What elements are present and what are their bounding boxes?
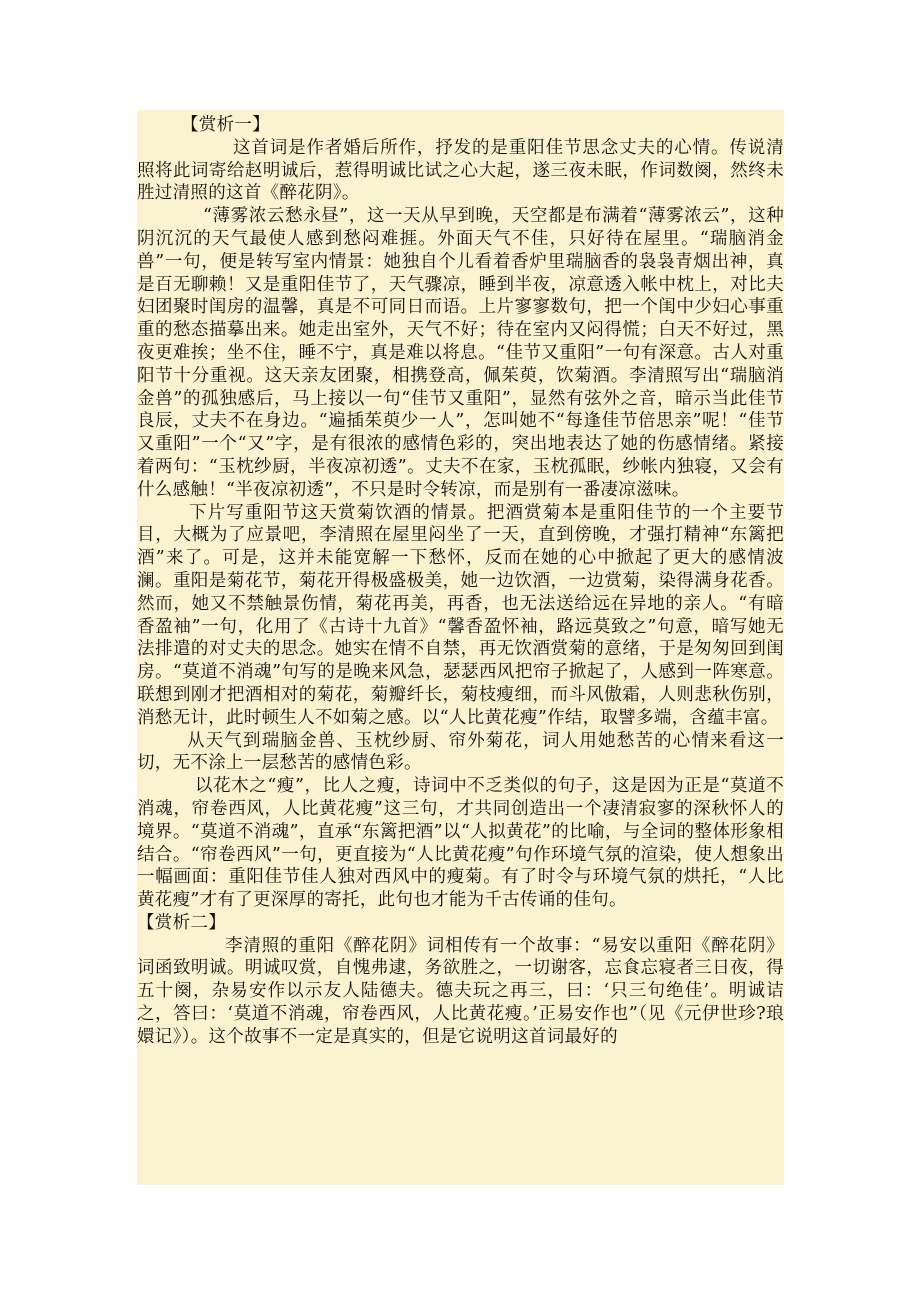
section-heading-2: 【赏析二】 — [137, 912, 226, 933]
paragraph: 这首词是作者婚后所作，抒发的是重阳佳节思念丈夫的心情。传说清照将此词寄给赵明诚后，惹得明诚比试之心大起，遂三夜未眠，作词数阕，然终未胜过清照的这首《醉花阴》。 — [137, 137, 784, 204]
document-content — [137, 114, 784, 1049]
paragraph: 以花木之“瘦”，比人之瘦，诗词中不乏类似的句子，这是因为正是“莫道不消魂，帘卷西风，人比黄花瘦”这三句，才共同创造出一个凄清寂寥的深秋怀人的境界。“莫道不消魂”，直承“东篱把酒”以“人拟黄花”的比喻，与全词的整体形象相结合。“帘卷西风”一句，更直接为“人比黄花瘦”句作环境气氛的渲染，使人想象出一幅画面：重阳佳节佳人独对西风中的瘦菊。有了时令与环境气氛的烘托，“人比黄花瘦”才有了更深厚的寄托，此句也才能为千古传诵的佳句。 — [137, 776, 784, 911]
text-panel — [137, 110, 784, 1185]
paragraph: “薄雾浓云愁永昼”，这一天从早到晚，天空都是布满着“薄雾浓云”，这种阴沉沉的天气最使人感到愁闷难捱。外面天气不佳，只好待在屋里。“瑞脑消金兽”一句，便是转写室内情景：她独自个儿看着香炉里瑞脑香的袅袅青烟出神，真是百无聊赖！又是重阳佳节了，天气骤凉，睡到半夜，凉意透入帐中枕上，对比夫妇团聚时闺房的温馨，真是不可同日而语。上片寥寥数句，把一个闺中少妇心事重重的愁态描摹出来。她走出室外，天气不好；待在室内又闷得慌；白天不好过，黑夜更难挨；坐不住，睡不宁，真是难以将息。“佳节又重阳”一句有深意。古人对重阳节十分重视。这天亲友团聚，相携登高，佩茱萸，饮菊酒。李清照写出“瑞脑消金兽”的孤独感后，马上接以一句“佳节又重阳”，显然有弦外之音，暗示当此佳节良辰，丈夫不在身边。“遍插茱萸少一人”，怎叫她不“每逢佳节倍思亲”呢！“佳节又重阳”一个“又”字，是有很浓的感情色彩的，突出地表达了她的伤感情绪。紧接着两句：“玉枕纱厨，半夜凉初透”。丈夫不在家，玉枕孤眠，纱帐内独寝，又会有什么感触！“半夜凉初透”，不只是时令转凉，而是别有一番凄凉滋味。 — [137, 206, 784, 500]
paragraph: 下片写重阳节这天赏菊饮酒的情景。把酒赏菊本是重阳佳节的一个主要节目，大概为了应景吧，李清照在屋里闷坐了一天，直到傍晚，才强打精神“东篱把酒”来了。可是，这并未能宽解一下愁怀，反而在她的心中掀起了更大的感情波澜。重阳是菊花节，菊花开得极盛极美，她一边饮酒，一边赏菊，染得满身花香。然而，她又不禁触景伤情，菊花再美，再香，也无法送给远在异地的亲人。“有暗香盈袖”一句，化用了《古诗十九首》“馨香盈怀袖，路远莫致之”句意，暗写她无法排遣的对丈夫的思念。她实在情不自禁，再无饮酒赏菊的意绪，于是匆匆回到闺房。“莫道不消魂”句写的是晚来风急，瑟瑟西风把帘子掀起了，人感到一阵寒意。联想到刚才把酒相对的菊花，菊瓣纤长，菊枝瘦细，而斗风傲霜，人则悲秋伤别，消愁无计，此时顿生人不如菊之感。以“人比黄花瘦”作结，取譬多端，含蕴丰富。 — [137, 502, 784, 728]
paragraph: 李清照的重阳《醉花阴》词相传有一个故事：“易安以重阳《醉花阴》词函致明诚。明诚叹赏，自愧弗逮，务欲胜之，一切谢客，忘食忘寝者三日夜，得五十阕，杂易安作以示友人陆德夫。德夫玩之再三，曰：‘只三句绝佳’。明诚诘之，答曰：‘莫道不消魂，帘卷西风，人比黄花瘦。’正易安作也”（见《元伊世珍?琅嬛记》）。这个故事不一定是真实的，但是它说明这首词最好的 — [137, 935, 784, 1047]
paragraph: 从天气到瑞脑金兽、玉枕纱厨、帘外菊花，词人用她愁苦的心情来看这一切，无不涂上一层愁苦的感情色彩。 — [137, 730, 784, 774]
section-heading-1: 【赏析一】 — [181, 115, 270, 135]
